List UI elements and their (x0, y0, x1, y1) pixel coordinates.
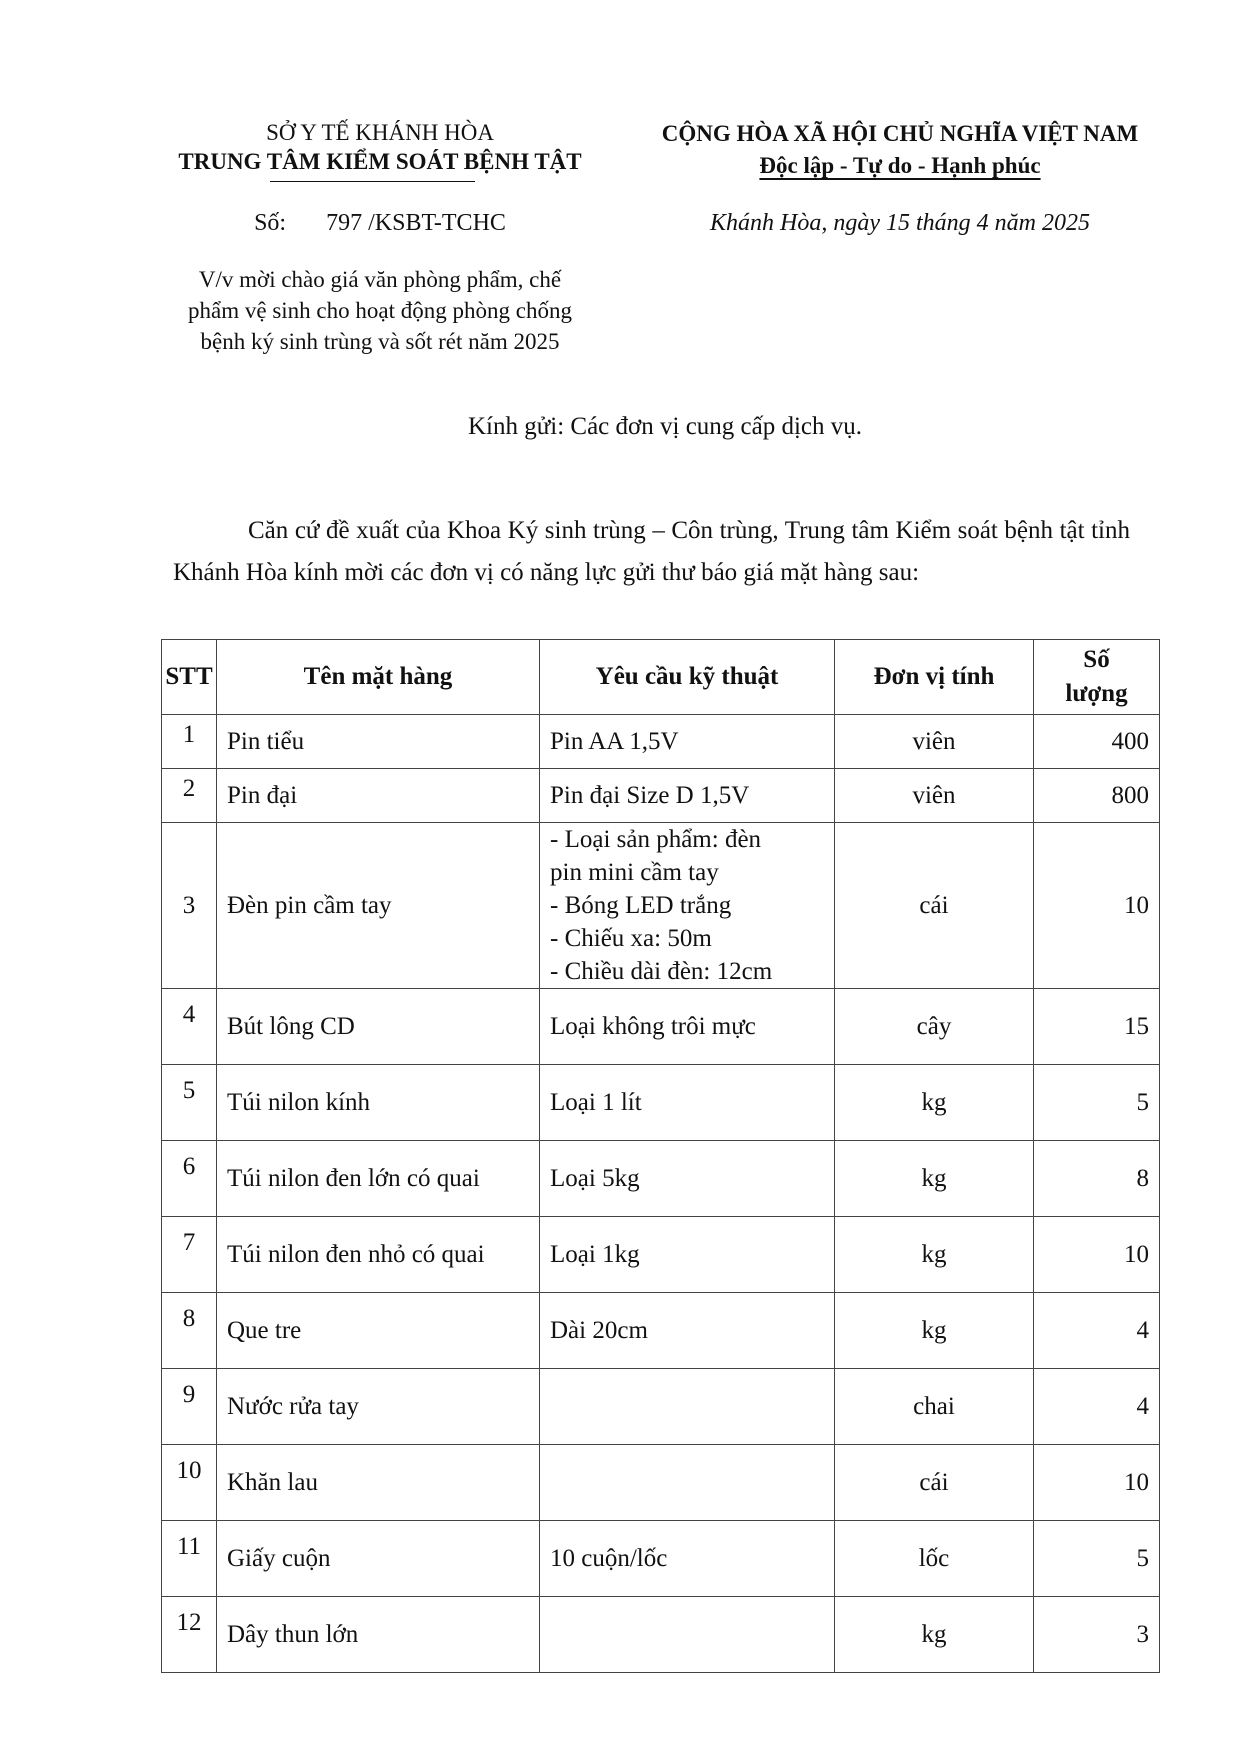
cell-spec: 10 cuộn/lốc (540, 1521, 835, 1597)
table-row (162, 989, 1160, 1065)
cell-spec (540, 1445, 835, 1521)
cell-unit: kg (835, 1293, 1034, 1369)
cell-item-name: Túi nilon đen lớn có quai (217, 1141, 540, 1217)
cell-quantity: 10 (1034, 1445, 1160, 1521)
cell-item-name: Túi nilon đen nhỏ có quai (217, 1217, 540, 1293)
cell-item-name: Bút lông CD (217, 989, 540, 1065)
cell-stt: 1 (162, 715, 217, 769)
cell-item-name: Que tre (217, 1293, 540, 1369)
cell-unit: kg (835, 1141, 1034, 1217)
document-number (140, 210, 620, 237)
cell-stt: 3 (162, 823, 217, 989)
table-row (162, 1445, 1160, 1521)
cell-item-name: Pin đại (217, 769, 540, 823)
table-row (162, 1293, 1160, 1369)
cell-stt: 8 (162, 1293, 217, 1369)
items-table (161, 639, 1160, 1673)
cell-spec (540, 1369, 835, 1445)
cell-quantity: 800 (1034, 769, 1160, 823)
cell-stt: 2 (162, 769, 217, 823)
cell-spec: Loại 5kg (540, 1141, 835, 1217)
recipient-line: Kính gửi: Các đơn vị cung cấp dịch vụ. (467, 413, 863, 440)
subject-line: V/v mời chào giá văn phòng phẩm, chế (198, 267, 562, 292)
spec-line: - Loại sản phẩm: đèn (550, 826, 762, 853)
cell-unit: cái (835, 1445, 1034, 1521)
cell-stt: 5 (162, 1065, 217, 1141)
spec-line: pin mini cầm tay (550, 859, 719, 886)
table-row (162, 1065, 1160, 1141)
cell-unit: lốc (835, 1521, 1034, 1597)
cell-quantity: 5 (1034, 1065, 1160, 1141)
table-row (162, 1521, 1160, 1597)
header-spec: Yêu cầu kỹ thuật (540, 640, 835, 715)
cell-stt: 6 (162, 1141, 217, 1217)
cell-item-name: Pin tiểu (217, 715, 540, 769)
table-row (162, 1369, 1160, 1445)
cell-unit: kg (835, 1065, 1034, 1141)
cell-spec: Loại 1 lít (540, 1065, 835, 1141)
table-row (162, 715, 1160, 769)
cell-unit: cây (835, 989, 1034, 1065)
subject-line: phẩm vệ sinh cho hoạt động phòng chống (188, 298, 572, 323)
cell-stt: 7 (162, 1217, 217, 1293)
agency-divider (270, 181, 475, 182)
spec-line: - Bóng LED trắng (550, 892, 732, 919)
header-quantity-line2: lượng (1065, 680, 1128, 707)
table-header-row (162, 640, 1160, 715)
cell-spec (540, 1597, 835, 1673)
header-item-name: Tên mặt hàng (217, 640, 540, 715)
cell-quantity: 10 (1034, 1217, 1160, 1293)
cell-item-name: Giấy cuộn (217, 1521, 540, 1597)
cell-unit: kg (835, 1217, 1034, 1293)
document-number-value: 797 /KSBT-TCHC (326, 210, 506, 236)
cell-quantity: 15 (1034, 989, 1160, 1065)
cell-spec: Loại 1kg (540, 1217, 835, 1293)
cell-quantity: 4 (1034, 1369, 1160, 1445)
cell-quantity: 400 (1034, 715, 1160, 769)
cell-spec: Loại không trôi mực (540, 989, 835, 1065)
table-row (162, 769, 1160, 823)
cell-unit: kg (835, 1597, 1034, 1673)
agency-name: TRUNG TÂM KIỂM SOÁT BỆNH TẬT (178, 149, 582, 174)
cell-stt: 10 (162, 1445, 217, 1521)
cell-item-name: Khăn lau (217, 1445, 540, 1521)
header-stt: STT (162, 640, 217, 715)
cell-stt: 12 (162, 1597, 217, 1673)
national-header (630, 118, 1170, 182)
cell-stt: 4 (162, 989, 217, 1065)
agency-parent: SỞ Y TẾ KHÁNH HÒA (266, 120, 494, 145)
cell-quantity: 3 (1034, 1597, 1160, 1673)
table-row (162, 1141, 1160, 1217)
cell-unit: chai (835, 1369, 1034, 1445)
cell-quantity: 8 (1034, 1141, 1160, 1217)
cell-spec: Pin AA 1,5V (540, 715, 835, 769)
table-row (162, 823, 1160, 989)
intro-text: Căn cứ đề xuất của Khoa Ký sinh trùng – Côn trùng, Trung tâm Kiểm soát bệnh tật tỉnh Khánh Hòa kính mời các đơn vị có năng lực gửi thư báo giá mặt hàng sau: (173, 517, 1130, 586)
cell-item-name: Đèn pin cầm tay (217, 823, 540, 989)
document-number-label: Số: (254, 210, 287, 236)
cell-quantity: 4 (1034, 1293, 1160, 1369)
intro-paragraph (173, 510, 1130, 594)
national-motto: Độc lập - Tự do - Hạnh phúc (759, 153, 1041, 178)
subject-line: bệnh ký sinh trùng và sốt rét năm 2025 (200, 329, 560, 354)
cell-item-name: Túi nilon kính (217, 1065, 540, 1141)
table-row (162, 1217, 1160, 1293)
cell-stt: 11 (162, 1521, 217, 1597)
document-date: Khánh Hòa, ngày 15 tháng 4 năm 2025 (710, 210, 1090, 236)
spec-line: - Chiều dài đèn: 12cm (550, 958, 773, 985)
cell-quantity: 5 (1034, 1521, 1160, 1597)
cell-item-name: Dây thun lớn (217, 1597, 540, 1673)
cell-spec: Dài 20cm (540, 1293, 835, 1369)
header-quantity-line1: Số (1083, 646, 1110, 673)
cell-spec: Pin đại Size D 1,5V (540, 769, 835, 823)
country-name: CỘNG HÒA XÃ HỘI CHỦ NGHĨA VIỆT NAM (661, 121, 1139, 146)
header-unit: Đơn vị tính (835, 640, 1034, 715)
cell-unit: viên (835, 715, 1034, 769)
agency-header (140, 118, 620, 176)
cell-unit: cái (835, 823, 1034, 989)
cell-unit: viên (835, 769, 1034, 823)
header-quantity (1034, 640, 1160, 715)
cell-spec (540, 823, 835, 989)
table-row (162, 1597, 1160, 1673)
cell-quantity: 10 (1034, 823, 1160, 989)
document-subject (140, 264, 620, 357)
cell-item-name: Nước rửa tay (217, 1369, 540, 1445)
cell-stt: 9 (162, 1369, 217, 1445)
spec-line: - Chiếu xa: 50m (550, 925, 712, 952)
